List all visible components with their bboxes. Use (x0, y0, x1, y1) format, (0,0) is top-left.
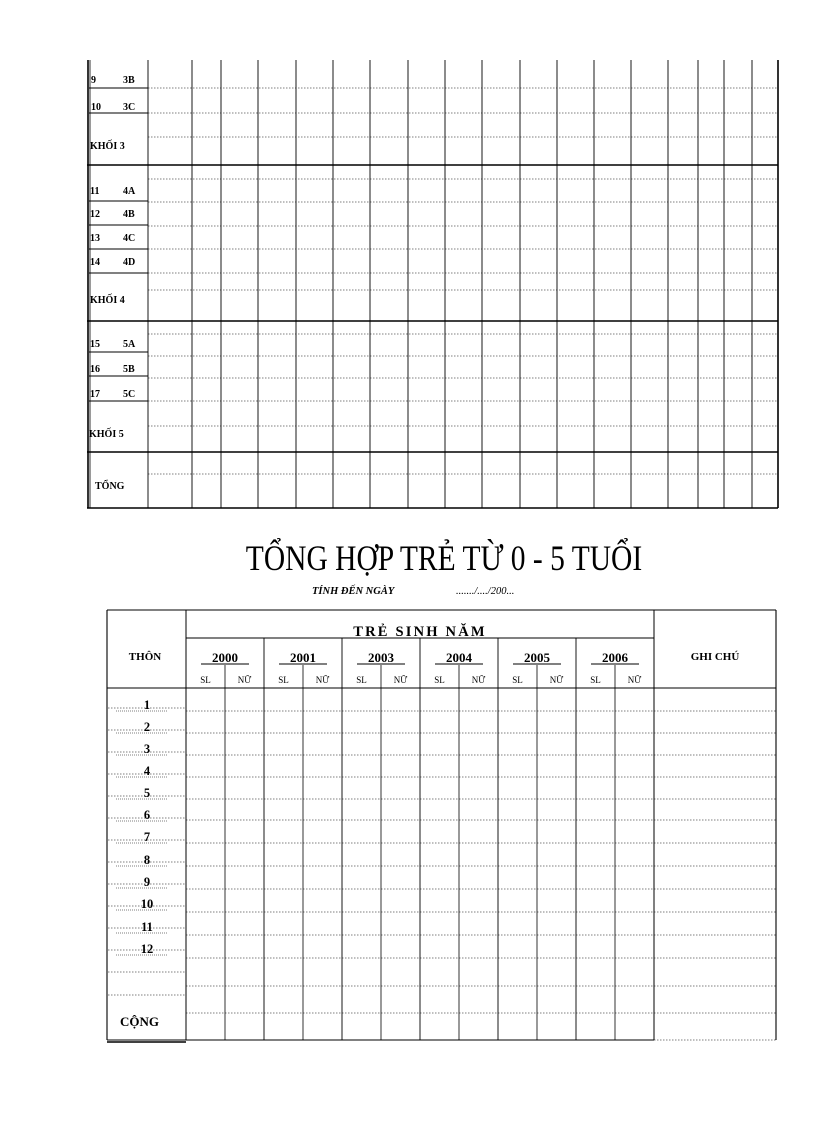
total-row-label: CỘNG (120, 1014, 159, 1029)
count-sub-header: SL (434, 675, 445, 685)
village-number: 7 (143, 830, 151, 844)
village-number: 12 (140, 942, 154, 956)
subtotal-label: KHỐI 3 (90, 141, 125, 152)
class-name: 4C (123, 233, 136, 244)
class-name: 4D (123, 257, 136, 268)
village-number: 4 (143, 764, 151, 778)
class-name: 5B (123, 364, 135, 375)
village-number: 1 (143, 698, 151, 712)
year-header: 2005 (524, 650, 550, 665)
table-row (90, 233, 135, 244)
village-rows (116, 698, 168, 956)
row-number: 11 (90, 186, 100, 197)
count-sub-headers (200, 675, 641, 685)
row-number: 17 (90, 389, 100, 400)
row-number: 10 (91, 102, 101, 113)
count-sub-header: SL (200, 675, 211, 685)
table-row (90, 186, 136, 197)
table-row (90, 339, 136, 350)
female-sub-header: NỮ (627, 675, 642, 685)
section-khoi-5 (89, 339, 136, 440)
female-sub-header: NỮ (393, 675, 408, 685)
count-sub-header: SL (356, 675, 367, 685)
year-header: 2006 (602, 650, 628, 665)
table-row (91, 102, 135, 113)
class-name: 5C (123, 389, 136, 400)
village-number: 10 (140, 897, 154, 911)
notes-column-header: GHI CHÚ (690, 651, 740, 663)
village-number: 9 (143, 875, 151, 889)
year-header: 2001 (290, 650, 316, 665)
year-header: 2000 (212, 650, 238, 665)
village-number: 6 (143, 808, 151, 822)
count-sub-header: SL (590, 675, 601, 685)
village-number: 3 (143, 742, 151, 756)
class-name: 4A (123, 186, 136, 197)
enrollment-table (87, 60, 778, 508)
class-name: 3C (123, 102, 136, 113)
village-number: 2 (143, 720, 151, 734)
table-row (91, 75, 135, 86)
subtotal-label: KHỐI 4 (90, 295, 125, 306)
table-row (90, 209, 135, 220)
female-sub-header: NỮ (549, 675, 564, 685)
row-number: 12 (90, 209, 100, 220)
report-title: TỔNG HỢP TRẺ TỪ 0 - 5 TUỔI (245, 539, 643, 579)
class-name: 3B (123, 75, 135, 86)
female-sub-header: NỮ (237, 675, 252, 685)
row-number: 16 (90, 364, 100, 375)
section-khoi-4 (90, 186, 136, 306)
village-number: 11 (141, 920, 153, 934)
year-header: 2004 (446, 650, 472, 665)
section-khoi-3 (90, 75, 135, 152)
report-date-value: ......./..../200... (456, 586, 515, 597)
enrollment-table-grid (87, 60, 778, 508)
class-name: 5A (123, 339, 136, 350)
row-number: 13 (90, 233, 100, 244)
class-name: 4B (123, 209, 135, 220)
total-label: TỔNG (95, 481, 125, 492)
table-row (90, 389, 135, 400)
subtotal-label: KHỐI 5 (89, 429, 124, 440)
count-sub-header: SL (512, 675, 523, 685)
children-summary-table (107, 610, 776, 1042)
year-header: 2003 (368, 650, 394, 665)
table-row (90, 257, 135, 268)
female-sub-header: NỮ (471, 675, 486, 685)
count-sub-header: SL (278, 675, 289, 685)
report-date-label: TÍNH ĐẾN NGÀY (312, 586, 395, 597)
female-sub-header: NỮ (315, 675, 330, 685)
village-column-header: THÔN (128, 651, 162, 663)
birth-year-group-header: TRẺ SINH NĂM (353, 624, 487, 640)
table-row (90, 364, 135, 375)
village-number: 5 (143, 786, 151, 800)
village-number: 8 (143, 853, 151, 867)
report-heading (246, 536, 642, 597)
row-number: 15 (90, 339, 100, 350)
row-number: 9 (91, 75, 96, 86)
row-number: 14 (90, 257, 100, 268)
